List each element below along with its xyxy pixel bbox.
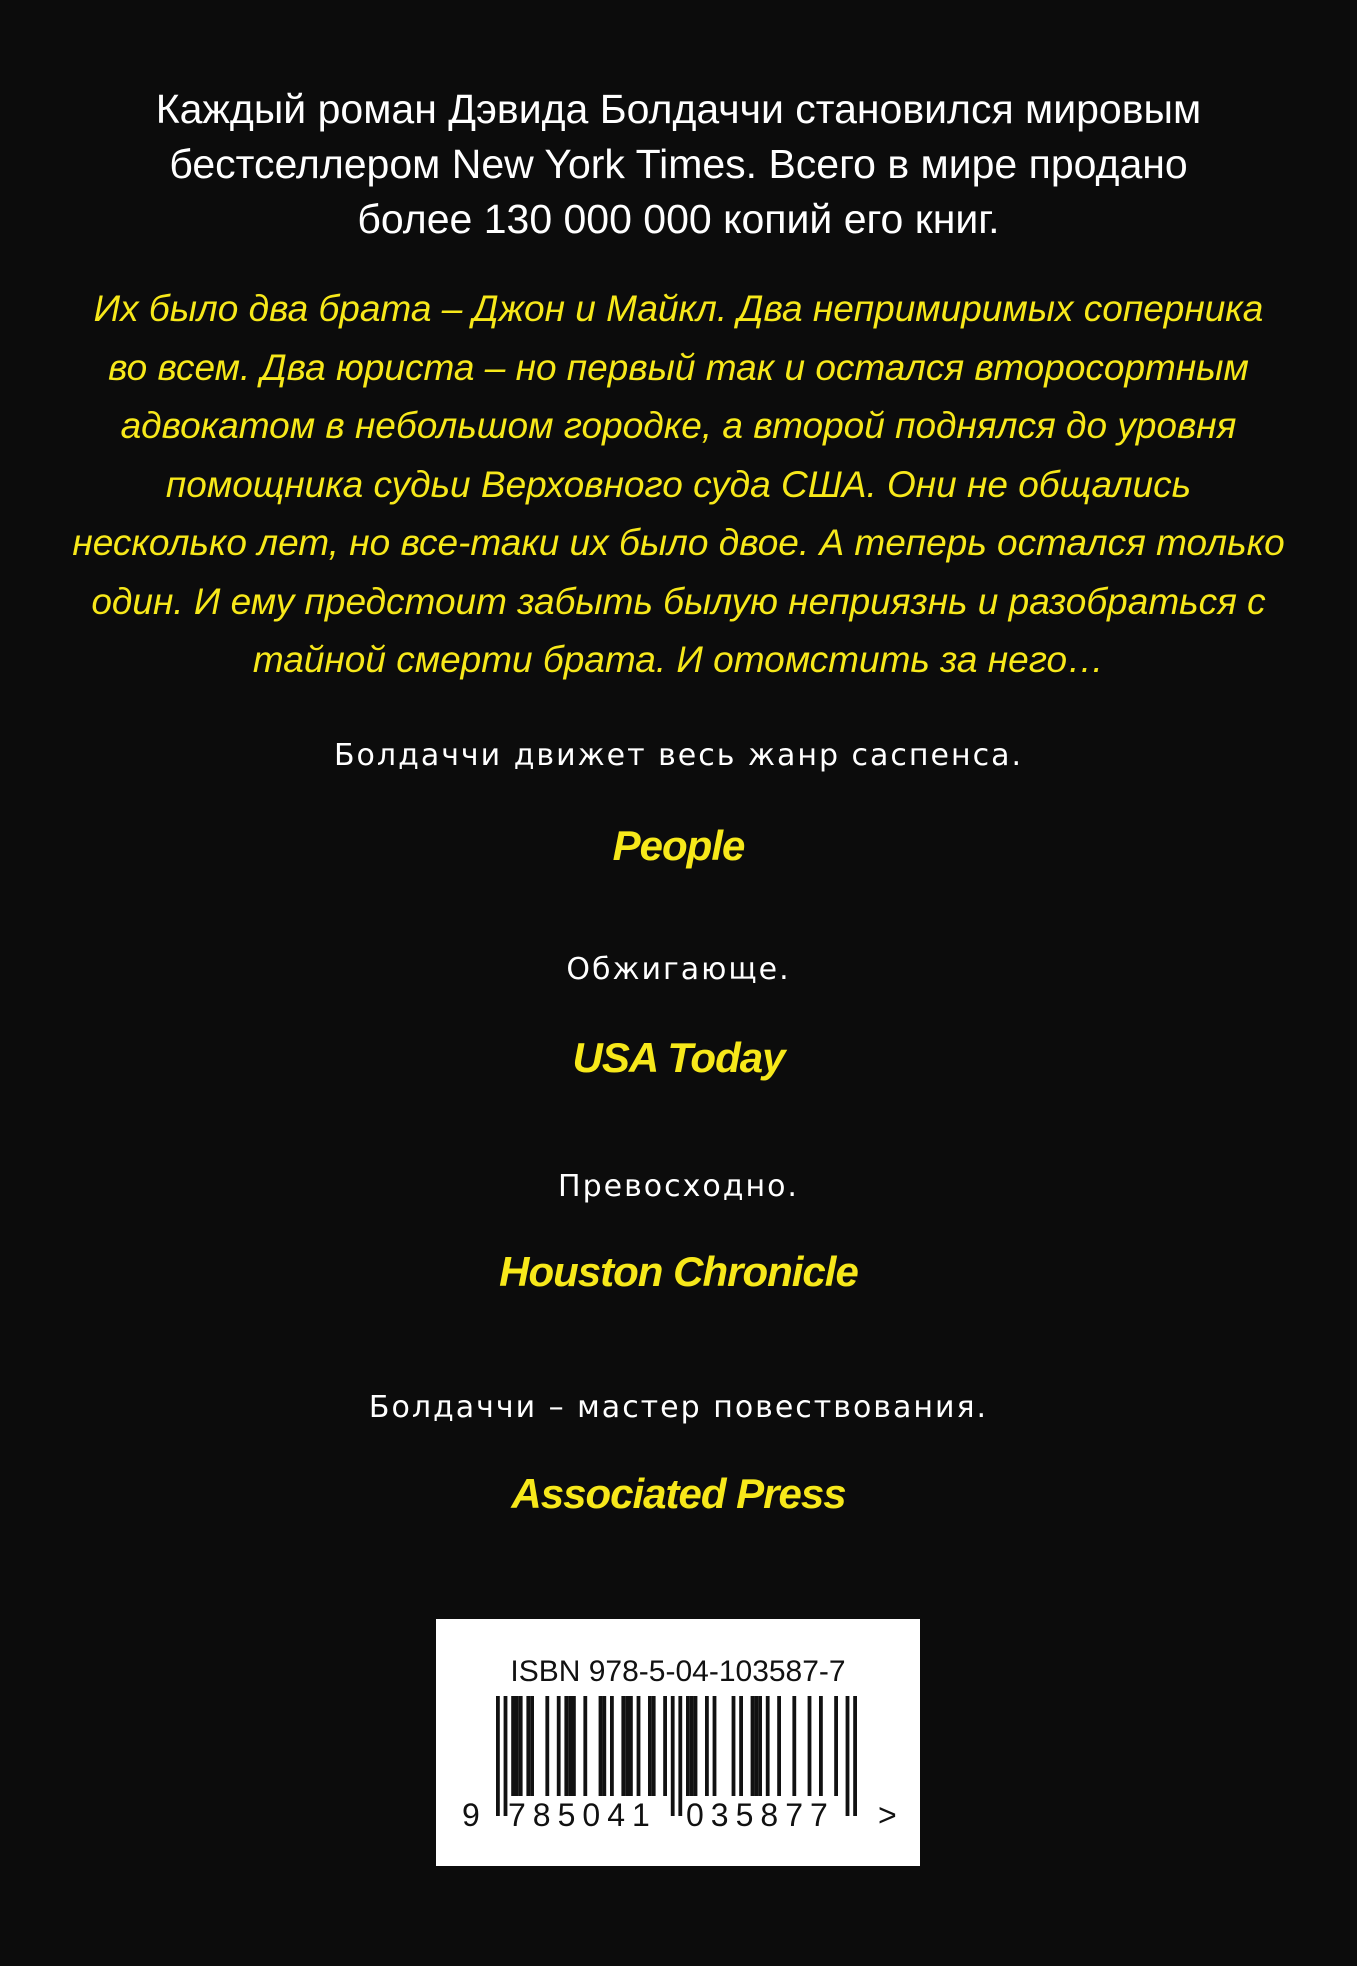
barcode-bar [694, 1696, 698, 1796]
synopsis-line: помощника судьи Верховного суда США. Они не общались [165, 463, 1192, 505]
intro-line: более 130 000 000 копий его книг. [357, 196, 1000, 242]
review-source: USA Today [572, 1034, 785, 1081]
review-quote: Болдаччи движет весь жанр саспенса. [333, 738, 1024, 773]
barcode-bar [648, 1696, 652, 1796]
barcode-bar [663, 1696, 667, 1796]
synopsis-line: тайной смерти брата. И отомстить за него… [252, 639, 1105, 680]
synopsis-line: во всем. Два юриста – но первый так и остался второсортным [108, 346, 1249, 388]
barcode-bar [602, 1696, 606, 1796]
barcode-bar [545, 1696, 549, 1796]
review-quote: Обжигающе. [566, 952, 791, 987]
barcode-bar [568, 1696, 572, 1796]
barcode-bar [819, 1696, 823, 1796]
barcode-bar [792, 1696, 796, 1796]
synopsis-paragraph [0, 280, 1357, 690]
barcode-bar [808, 1696, 812, 1796]
barcode-bar [686, 1696, 690, 1796]
barcode-bar [777, 1696, 781, 1796]
barcode-bar [652, 1696, 656, 1796]
intro-paragraph [0, 82, 1357, 247]
synopsis-line: Их было два брата – Джон и Майкл. Два непримиримых соперника [93, 288, 1264, 329]
barcode-bar [519, 1696, 523, 1796]
barcode-bar [621, 1696, 625, 1796]
review-quote: Превосходно. [558, 1169, 799, 1204]
barcode-guard-bar [678, 1696, 682, 1816]
barcode-bar [557, 1696, 561, 1796]
barcode-bar [690, 1696, 694, 1796]
barcode-guard-bar [496, 1696, 500, 1816]
barcode-bar [754, 1696, 758, 1796]
barcode-bar [511, 1696, 515, 1796]
review-source: Associated Press [511, 1470, 846, 1517]
barcode-bar [705, 1696, 709, 1796]
intro-line: Каждый роман Дэвида Болдаччи становился мировым [155, 86, 1202, 132]
review-source: People [612, 822, 745, 869]
barcode-bar [834, 1696, 838, 1796]
review-source: Houston Chronicle [499, 1248, 858, 1295]
barcode-bar [713, 1696, 717, 1796]
barcode-bar [526, 1696, 530, 1796]
synopsis-line: несколько лет, но все-таки их было двое. А теперь остался только [72, 522, 1285, 563]
barcode-bar [629, 1696, 633, 1796]
barcode-bar [572, 1696, 576, 1796]
barcode-first-digit: 9 [462, 1797, 487, 1833]
intro-line: бестселлером New York Times. Всего в мире продано [169, 141, 1188, 187]
barcode-bar [758, 1696, 762, 1796]
barcode-bar [610, 1696, 614, 1796]
barcode-bar [751, 1696, 755, 1796]
barcode-guard-bar [504, 1696, 508, 1816]
barcode-bar [583, 1696, 587, 1796]
barcode-bar [732, 1696, 736, 1796]
barcode-bar [625, 1696, 629, 1796]
barcode-guard-bar [671, 1696, 675, 1816]
barcode-bar [739, 1696, 743, 1796]
synopsis-line: один. И ему предстоит забыть былую неприязнь и разобраться с [91, 580, 1266, 622]
barcode-bar [599, 1696, 603, 1796]
barcode-left-digits: 785041 [508, 1797, 657, 1833]
barcode-guard-bar [853, 1696, 857, 1816]
barcode-bar [564, 1696, 568, 1796]
isbn-barcode [436, 1619, 920, 1866]
barcode-guard-bar [846, 1696, 850, 1816]
synopsis-line: адвокатом в небольшом городке, а второй поднялся до уровня [120, 405, 1237, 446]
barcode-bar [530, 1696, 534, 1796]
isbn-label: ISBN 978-5-04-103587-7 [510, 1655, 846, 1688]
barcode-bar [637, 1696, 641, 1796]
barcode-quiet-mark: > [878, 1797, 897, 1833]
barcode-right-digits: 035877 [686, 1797, 835, 1833]
barcode-bar [766, 1696, 770, 1796]
barcode-bar [515, 1696, 519, 1796]
review-quote: Болдаччи – мастер повествования. [368, 1390, 989, 1425]
